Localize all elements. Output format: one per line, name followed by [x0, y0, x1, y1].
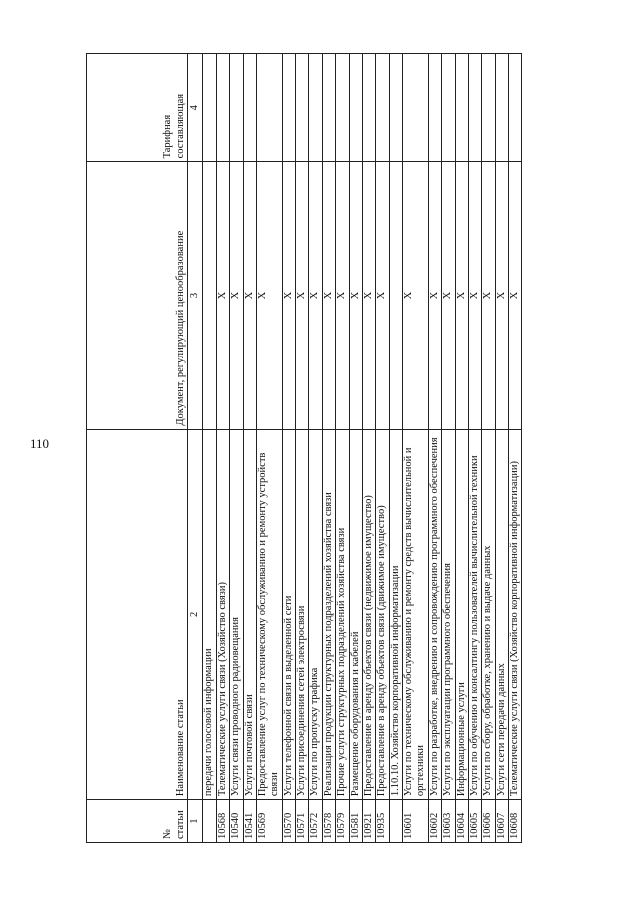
- row-tariff-component: [455, 54, 468, 162]
- table-row: [468, 54, 481, 843]
- row-pricing-document-mark: X: [376, 162, 389, 429]
- table-row: [336, 54, 349, 843]
- row-name: Реализация продукции структурных подразделений хозяйства связи: [322, 429, 335, 800]
- table-row: [482, 54, 495, 843]
- row-name: Услуги по техническому обслуживанию и ремонту средств вычислительной и оргтехники: [403, 429, 429, 800]
- row-name: 1.10.10. Хозяйство корпоративной информатизации: [389, 429, 402, 800]
- table-row: [428, 54, 441, 843]
- column-number: 4: [188, 54, 203, 162]
- table-row: [442, 54, 455, 843]
- row-tariff-component: [468, 54, 481, 162]
- table-row: [455, 54, 468, 843]
- row-name: Предоставление в аренду объектов связи (недвижимое имущество): [362, 429, 375, 800]
- column-number: 1: [188, 800, 203, 843]
- header-article-name: Наименование статьи: [87, 429, 188, 800]
- row-code: 10605: [468, 800, 481, 843]
- row-tariff-component: [203, 54, 216, 162]
- rotated-page-content: [86, 53, 636, 843]
- row-pricing-document-mark: X: [442, 162, 455, 429]
- row-name: Услуги по сбору, обработке, хранению и выдаче данных: [482, 429, 495, 800]
- table-row: [376, 54, 389, 843]
- row-name: Услуги телефонной связи в выделенной сети: [282, 429, 295, 800]
- row-code: 10607: [495, 800, 508, 843]
- row-name: Телематические услуги связи (Хозяйство корпоративной информатизации): [509, 429, 522, 800]
- row-pricing-document-mark: X: [230, 162, 243, 429]
- row-code: 10935: [376, 800, 389, 843]
- column-number: 3: [188, 162, 203, 429]
- header-article-word: статьи: [174, 810, 186, 839]
- row-tariff-component: [349, 54, 362, 162]
- row-tariff-component: [230, 54, 243, 162]
- row-code: 10568: [216, 800, 229, 843]
- column-number: 2: [188, 429, 203, 800]
- row-name: передачи голосовой информации: [203, 429, 216, 800]
- table-row: [403, 54, 429, 843]
- row-code: 10540: [230, 800, 243, 843]
- row-tariff-component: [282, 54, 295, 162]
- row-tariff-component: [442, 54, 455, 162]
- row-name: Услуги сети передачи данных: [495, 429, 508, 800]
- header-article-number: [87, 800, 188, 843]
- row-code: 10570: [282, 800, 295, 843]
- row-pricing-document-mark: X: [468, 162, 481, 429]
- row-pricing-document-mark: X: [243, 162, 256, 429]
- row-tariff-component: [336, 54, 349, 162]
- row-pricing-document-mark: X: [428, 162, 441, 429]
- row-code: 10578: [322, 800, 335, 843]
- table-row: [282, 54, 295, 843]
- row-pricing-document-mark: X: [455, 162, 468, 429]
- table-row: [203, 54, 216, 843]
- row-name: Услуги по обучению и консалтингу пользователей вычислительной техники: [468, 429, 481, 800]
- table-row: [362, 54, 375, 843]
- row-pricing-document-mark: X: [256, 162, 282, 429]
- row-code: 10579: [336, 800, 349, 843]
- row-code: 10606: [482, 800, 495, 843]
- table-row: [256, 54, 282, 843]
- row-code: 10603: [442, 800, 455, 843]
- row-code: 10604: [455, 800, 468, 843]
- row-code: 10572: [309, 800, 322, 843]
- row-name: Размещение оборудования и кабелей: [349, 429, 362, 800]
- row-pricing-document-mark: X: [362, 162, 375, 429]
- row-tariff-component: [309, 54, 322, 162]
- table-row: [230, 54, 243, 843]
- row-tariff-component: [495, 54, 508, 162]
- row-tariff-component: [509, 54, 522, 162]
- row-tariff-component: [403, 54, 429, 162]
- row-name: Информационные услуги: [455, 429, 468, 800]
- row-tariff-component: [428, 54, 441, 162]
- row-code: 10571: [296, 800, 309, 843]
- row-name: Предоставление в аренду объектов связи (движимое имущество): [376, 429, 389, 800]
- row-name: Услуги по разработке, внедрению и сопровождению программного обеспечения: [428, 429, 441, 800]
- row-name: Прочие услуги структурных подразделений хозяйства связи: [336, 429, 349, 800]
- row-tariff-component: [296, 54, 309, 162]
- row-tariff-component: [376, 54, 389, 162]
- table-row: [309, 54, 322, 843]
- table-row: [495, 54, 508, 843]
- row-code: 10921: [362, 800, 375, 843]
- row-pricing-document-mark: X: [322, 162, 335, 429]
- row-code: 10569: [256, 800, 282, 843]
- row-tariff-component: [256, 54, 282, 162]
- table-row: [296, 54, 309, 843]
- row-code: 10581: [349, 800, 362, 843]
- row-name: Услуги присоединения сетей электросвязи: [296, 429, 309, 800]
- table-row: [389, 54, 402, 843]
- header-tariff-component: Тарифная составляющая: [87, 54, 188, 162]
- row-pricing-document-mark: [389, 162, 402, 429]
- row-pricing-document-mark: X: [336, 162, 349, 429]
- table-header-row: [87, 54, 188, 843]
- row-pricing-document-mark: X: [482, 162, 495, 429]
- row-pricing-document-mark: X: [349, 162, 362, 429]
- table-row: [509, 54, 522, 843]
- row-pricing-document-mark: X: [403, 162, 429, 429]
- header-number-sign: №: [162, 828, 174, 839]
- row-name: Услуги по пропуску трафика: [309, 429, 322, 800]
- row-pricing-document-mark: X: [282, 162, 295, 429]
- row-tariff-component: [362, 54, 375, 162]
- page-number: 110: [30, 436, 50, 451]
- row-tariff-component: [482, 54, 495, 162]
- row-code: 10541: [243, 800, 256, 843]
- row-pricing-document-mark: [203, 162, 216, 429]
- row-code: 10601: [403, 800, 429, 843]
- header-pricing-document: Документ, регулирующий ценообразование: [87, 162, 188, 429]
- row-name: Телематические услуги связи (Хозяйство связи): [216, 429, 229, 800]
- table-row: [243, 54, 256, 843]
- row-name: Предоставление услуг по техническому обслуживанию и ремонту устройств связи: [256, 429, 282, 800]
- table-row: [349, 54, 362, 843]
- row-pricing-document-mark: X: [296, 162, 309, 429]
- row-pricing-document-mark: X: [216, 162, 229, 429]
- row-code: [203, 800, 216, 843]
- row-name: Услуги по эксплуатации программного обеспечения: [442, 429, 455, 800]
- row-tariff-component: [322, 54, 335, 162]
- row-tariff-component: [389, 54, 402, 162]
- row-name: Услуги почтовой связи: [243, 429, 256, 800]
- tariff-table: [86, 53, 522, 843]
- row-pricing-document-mark: X: [309, 162, 322, 429]
- row-code: 10602: [428, 800, 441, 843]
- row-tariff-component: [216, 54, 229, 162]
- row-pricing-document-mark: X: [495, 162, 508, 429]
- row-pricing-document-mark: X: [509, 162, 522, 429]
- column-number-row: [188, 54, 203, 843]
- table-row: [216, 54, 229, 843]
- row-name: Услуги связи проводного радиовещания: [230, 429, 243, 800]
- row-code: [389, 800, 402, 843]
- row-code: 10608: [509, 800, 522, 843]
- row-tariff-component: [243, 54, 256, 162]
- table-body: [203, 54, 522, 843]
- table-row: [322, 54, 335, 843]
